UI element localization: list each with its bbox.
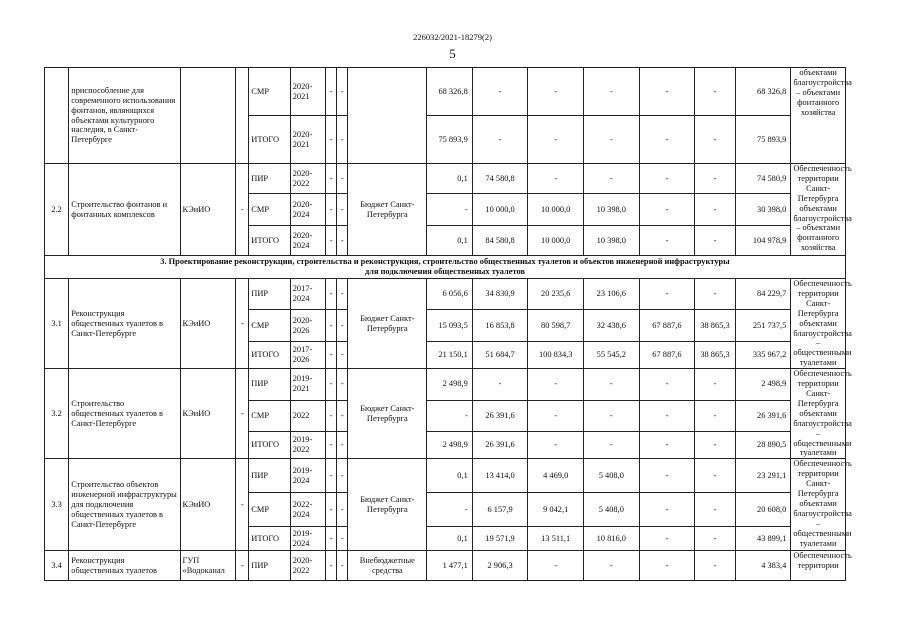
funding-value: 75 893,9 — [427, 116, 473, 164]
funding-value: 0,1 — [427, 527, 473, 551]
executor-dash — [236, 68, 249, 164]
funding-total: 23 291,1 — [735, 459, 791, 493]
work-period: 2020-2021 — [290, 68, 325, 116]
work-type: СМР — [249, 68, 290, 116]
work-period: 2020-2024 — [290, 194, 325, 226]
executor-dash: - — [236, 551, 249, 581]
dash-cell: - — [337, 493, 348, 527]
row-number — [45, 68, 69, 164]
expected-result: объектами благоустройства – объектами фонтанного хозяйства — [791, 68, 846, 164]
dash-cell: - — [326, 527, 337, 551]
work-type: ПИР — [249, 369, 290, 400]
funding-value: 2 906,3 — [472, 551, 528, 581]
dash-cell: - — [326, 341, 337, 368]
work-period: 2020-2022 — [290, 164, 325, 194]
funding-value: - — [427, 194, 473, 226]
dash-cell: - — [337, 226, 348, 256]
funding-value: - — [528, 68, 584, 116]
event-name: Строительство общественных туалетов в Санкт-Петербурге — [69, 369, 180, 459]
funding-total: 43 899,1 — [735, 527, 791, 551]
funding-value: - — [584, 369, 640, 400]
funding-value: - — [695, 194, 735, 226]
dash-cell: - — [326, 194, 337, 226]
dash-cell: - — [337, 116, 348, 164]
row-number: 3.3 — [45, 459, 69, 551]
table-row — [45, 459, 846, 493]
work-type: ПИР — [249, 459, 290, 493]
funding-value: - — [472, 68, 528, 116]
dash-cell: - — [337, 194, 348, 226]
expected-result: Обеспеченность территории — [791, 551, 846, 581]
funding-value: - — [695, 400, 735, 431]
event-name: Реконструкция общественных туалетов в Санкт-Петербурге — [69, 279, 180, 369]
funding-value: - — [695, 68, 735, 116]
funding-value: 74 580,8 — [472, 164, 528, 194]
funding-value: 2 498,9 — [427, 369, 473, 400]
funding-value: - — [639, 369, 695, 400]
dash-cell: - — [326, 310, 337, 341]
funding-value: 5 408,0 — [584, 459, 640, 493]
funding-value: 0,1 — [427, 164, 473, 194]
funding-total: 30 398,0 — [735, 194, 791, 226]
funding-value: 10 000,0 — [472, 194, 528, 226]
row-number: 3.4 — [45, 551, 69, 581]
work-period: 2019-2024 — [290, 459, 325, 493]
table-row — [45, 551, 846, 581]
section-header-row — [45, 256, 846, 279]
funding-value: - — [639, 116, 695, 164]
work-period: 2019-2024 — [290, 527, 325, 551]
funding-total: 84 229,7 — [735, 279, 791, 310]
funding-value: - — [695, 116, 735, 164]
funding-total: 75 893,9 — [735, 116, 791, 164]
dash-cell: - — [337, 310, 348, 341]
dash-cell: - — [337, 279, 348, 310]
expected-result: Обеспеченность территории Санкт-Петербурга объектами благоустройства –общественными туалетами — [791, 369, 846, 459]
funding-value: - — [584, 116, 640, 164]
work-period: 2020-2022 — [290, 551, 325, 581]
work-period: 2020-2021 — [290, 116, 325, 164]
funding-value: 13 511,1 — [528, 527, 584, 551]
executor-dash: - — [236, 459, 249, 551]
row-number: 2.2 — [45, 164, 69, 256]
executor: КЭиИО — [180, 164, 236, 256]
funding-value: 15 093,5 — [427, 310, 473, 341]
work-type: ИТОГО — [249, 116, 290, 164]
work-period: 2019-2022 — [290, 432, 325, 459]
work-type: ПИР — [249, 164, 290, 194]
executor: КЭиИО — [180, 279, 236, 369]
dash-cell: - — [337, 459, 348, 493]
dash-cell: - — [326, 369, 337, 400]
funding-value: - — [584, 432, 640, 459]
funding-source: Бюджет Санкт-Петербурга — [348, 459, 427, 551]
dash-cell: - — [326, 432, 337, 459]
expected-result: Обеспеченность территории Санкт-Петербурга объектами благоустройства – объектами фонтанного хозяйства — [791, 164, 846, 256]
funding-value: - — [695, 369, 735, 400]
funding-value: 55 545,2 — [584, 341, 640, 368]
dash-cell: - — [326, 493, 337, 527]
program-table — [44, 67, 852, 581]
dash-cell: - — [326, 551, 337, 581]
funding-value: 0,1 — [427, 459, 473, 493]
funding-value: - — [639, 400, 695, 431]
funding-source: Бюджет Санкт-Петербурга — [348, 369, 427, 459]
funding-value: - — [695, 493, 735, 527]
dash-cell: - — [326, 279, 337, 310]
funding-value: 9 042,1 — [528, 493, 584, 527]
funding-value: - — [528, 369, 584, 400]
funding-value: 67 887,6 — [639, 341, 695, 368]
dash-cell: - — [326, 116, 337, 164]
executor: КЭиИО — [180, 369, 236, 459]
row-number: 3.2 — [45, 369, 69, 459]
work-period: 2022 — [290, 400, 325, 431]
expected-result: Обеспеченность территории Санкт-Петербурга объектами благоустройства –общественными туалетами — [791, 459, 846, 551]
funding-value: 6 157,9 — [472, 493, 528, 527]
funding-value: - — [639, 432, 695, 459]
funding-source: Внебюджетные средства — [348, 551, 427, 581]
funding-value: 23 106,6 — [584, 279, 640, 310]
dash-cell: - — [337, 369, 348, 400]
work-type: ПИР — [249, 279, 290, 310]
dash-cell: - — [326, 226, 337, 256]
funding-value: 34 830,9 — [472, 279, 528, 310]
event-name: Реконструкция общественных туалетов — [69, 551, 180, 581]
funding-value: 26 391,6 — [472, 400, 528, 431]
table-row — [45, 279, 846, 310]
dash-cell: - — [337, 551, 348, 581]
dash-cell: - — [326, 459, 337, 493]
funding-value: - — [584, 68, 640, 116]
executor-dash: - — [236, 279, 249, 369]
funding-total: 28 890,5 — [735, 432, 791, 459]
work-type: СМР — [249, 493, 290, 527]
funding-total: 26 391,6 — [735, 400, 791, 431]
funding-value: - — [695, 164, 735, 194]
funding-value: - — [639, 279, 695, 310]
section-title-line-1: 3. Проектирование реконструкции, строительства и реконструкция, строительство общественных туалетов и объектов инженерной инфраструктуры — [160, 257, 730, 267]
dash-cell: - — [337, 68, 348, 116]
funding-value: 2 498,9 — [427, 432, 473, 459]
funding-value: 68 326,8 — [427, 68, 473, 116]
dash-cell: - — [337, 341, 348, 368]
work-type: СМР — [249, 400, 290, 431]
funding-total: 251 737,5 — [735, 310, 791, 341]
funding-value: 38 865,3 — [695, 341, 735, 368]
event-name: Строительство объектов инженерной инфраструктуры для подключения общественных туалетов в Санкт-Петербурге — [69, 459, 180, 551]
funding-value: - — [639, 194, 695, 226]
funding-value: 10 816,0 — [584, 527, 640, 551]
dash-cell: - — [337, 164, 348, 194]
funding-source: Бюджет Санкт-Петербурга — [348, 164, 427, 256]
funding-value: 80 598,7 — [528, 310, 584, 341]
row-number: 3.1 — [45, 279, 69, 369]
funding-value: 5 408,0 — [584, 493, 640, 527]
funding-value: 10 398,0 — [584, 226, 640, 256]
funding-value: - — [528, 116, 584, 164]
funding-value: - — [639, 68, 695, 116]
funding-value: - — [639, 459, 695, 493]
dash-cell: - — [337, 527, 348, 551]
dash-cell: - — [326, 68, 337, 116]
table-row — [45, 164, 846, 194]
section-title — [45, 256, 846, 279]
funding-value: - — [639, 164, 695, 194]
funding-value: 13 414,0 — [472, 459, 528, 493]
funding-value: - — [695, 551, 735, 581]
funding-value: 100 834,3 — [528, 341, 584, 368]
funding-total: 4 383,4 — [735, 551, 791, 581]
funding-value: 21 150,1 — [427, 341, 473, 368]
executor — [180, 68, 236, 164]
funding-value: - — [695, 226, 735, 256]
funding-value: - — [695, 459, 735, 493]
work-period: 2022-2024 — [290, 493, 325, 527]
work-type: СМР — [249, 194, 290, 226]
work-period: 2017-2026 — [290, 341, 325, 368]
funding-value: 26 391,6 — [472, 432, 528, 459]
funding-value: - — [695, 527, 735, 551]
funding-value: - — [472, 116, 528, 164]
funding-value: 6 056,6 — [427, 279, 473, 310]
funding-value: 84 580,8 — [472, 226, 528, 256]
funding-value: - — [695, 432, 735, 459]
funding-value: 19 571,9 — [472, 527, 528, 551]
funding-value: 20 235,6 — [528, 279, 584, 310]
funding-value: - — [639, 551, 695, 581]
funding-value: - — [528, 432, 584, 459]
funding-value: 10 000,0 — [528, 226, 584, 256]
work-type: СМР — [249, 310, 290, 341]
funding-value: 4 469,0 — [528, 459, 584, 493]
work-type: ИТОГО — [249, 341, 290, 368]
funding-value: - — [584, 400, 640, 431]
executor: ГУП «Водоканал — [180, 551, 236, 581]
dash-cell: - — [337, 432, 348, 459]
funding-value: 0,1 — [427, 226, 473, 256]
page-number: 5 — [449, 46, 456, 61]
funding-value: 10 000,0 — [528, 194, 584, 226]
work-period: 2020-2026 — [290, 310, 325, 341]
table-row — [45, 369, 846, 400]
funding-value: - — [528, 164, 584, 194]
funding-value: 51 684,7 — [472, 341, 528, 368]
work-type: ИТОГО — [249, 226, 290, 256]
work-period: 2019-2021 — [290, 369, 325, 400]
work-type: ИТОГО — [249, 432, 290, 459]
funding-value: 32 438,6 — [584, 310, 640, 341]
dash-cell: - — [326, 164, 337, 194]
funding-value: - — [584, 551, 640, 581]
funding-total: 104 978,9 — [735, 226, 791, 256]
document-number: 226032/2021-18279(2) — [413, 32, 492, 42]
executor-dash: - — [236, 164, 249, 256]
funding-source: Бюджет Санкт-Петербурга — [348, 279, 427, 369]
funding-value: 10 398,0 — [584, 194, 640, 226]
event-name: Строительство фонтанов и фонтанных комплексов — [69, 164, 180, 256]
section-title-line-2: для подключения общественных туалетов — [365, 267, 525, 276]
funding-value: - — [427, 400, 473, 431]
funding-total: 335 967,2 — [735, 341, 791, 368]
funding-value: - — [472, 369, 528, 400]
funding-value: - — [427, 493, 473, 527]
funding-value: - — [528, 551, 584, 581]
executor: КЭиИО — [180, 459, 236, 551]
funding-total: 2 498,9 — [735, 369, 791, 400]
work-type: ПИР — [249, 551, 290, 581]
work-type: ИТОГО — [249, 527, 290, 551]
work-period: 2017-2024 — [290, 279, 325, 310]
dash-cell: - — [326, 400, 337, 431]
expected-result: Обеспеченность территории Санкт-Петербурга объектами благоустройства – общественными туалетами — [791, 279, 846, 369]
funding-value: - — [639, 226, 695, 256]
event-name: приспособление для современного использования фонтанов, являющихся объектами культурного наследия, в Санкт-Петербурге — [69, 68, 180, 164]
funding-value: - — [639, 493, 695, 527]
work-period: 2020-2024 — [290, 226, 325, 256]
funding-value: 16 853,8 — [472, 310, 528, 341]
funding-total: 74 580,9 — [735, 164, 791, 194]
table-row — [45, 68, 846, 116]
funding-source — [348, 68, 427, 164]
dash-cell: - — [337, 400, 348, 431]
funding-value: - — [584, 164, 640, 194]
executor-dash: - — [236, 369, 249, 459]
funding-value: 38 865,3 — [695, 310, 735, 341]
funding-total: 20 608,0 — [735, 493, 791, 527]
funding-value: - — [639, 527, 695, 551]
funding-value: - — [528, 400, 584, 431]
funding-value: - — [695, 279, 735, 310]
funding-value: 1 477,1 — [427, 551, 473, 581]
funding-value: 67 887,6 — [639, 310, 695, 341]
funding-total: 68 326,8 — [735, 68, 791, 116]
